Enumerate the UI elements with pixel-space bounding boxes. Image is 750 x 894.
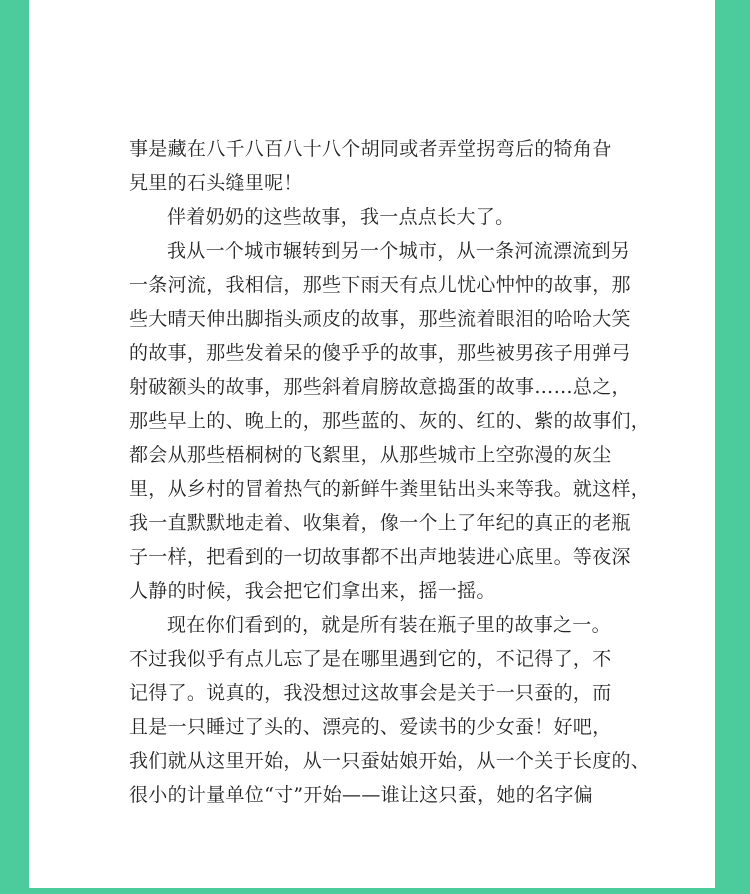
text-line: 射破额头的故事，那些斜着肩膀故意捣蛋的故事……总之， xyxy=(129,376,631,398)
text-line: 事是藏在八千八百八十八个胡同或者弄堂拐弯后的犄角旮 xyxy=(129,138,612,160)
text-line: 伴着奶奶的这些故事，我一点点长大了。 xyxy=(167,206,515,228)
text-line: 我一直默默地走着、收集着，像一个上了年纪的真正的老瓶 xyxy=(129,512,631,534)
text-line: 都会从那些梧桐树的飞絮里，从那些城市上空弥漫的灰尘 xyxy=(129,444,612,466)
text-line: 里，从乡村的冒着热气的新鲜牛粪里钻出头来等我。就这样， xyxy=(129,478,651,500)
text-line: 记得了。说真的，我没想过这故事会是关于一只蚕的，而 xyxy=(129,682,612,704)
text-line: 的故事，那些发着呆的傻乎乎的故事，那些被男孩子用弹弓 xyxy=(129,342,631,364)
text-line: 那些早上的、晚上的，那些蓝的、灰的、红的、紫的故事们， xyxy=(129,410,651,432)
text-line: 一条河流，我相信，那些下雨天有点儿忧心忡忡的故事，那 xyxy=(129,274,631,296)
text-line: 且是一只睡过了头的、漂亮的、爱读书的少女蚕！好吧， xyxy=(129,716,612,738)
text-line: 很小的计量单位“寸”开始——谁让这只蚕，她的名字偏 xyxy=(129,784,593,806)
text-line: 我从一个城市辗转到另一个城市，从一条河流漂流到另 xyxy=(167,240,631,262)
text-line: 我们就从这里开始，从一只蚕姑娘开始，从一个关于长度的、 xyxy=(129,750,651,772)
text-line: 现在你们看到的，就是所有装在瓶子里的故事之一。 xyxy=(167,614,611,636)
book-page xyxy=(29,0,715,888)
text-line: 子一样，把看到的一切故事都不出声地装进心底里。等夜深 xyxy=(129,546,631,568)
text-line: 些大晴天伸出脚指头顽皮的故事，那些流着眼泪的哈哈大笑 xyxy=(129,308,631,330)
text-line: 人静的时候，我会把它们拿出来，摇一摇。 xyxy=(129,580,496,602)
text-line: 不过我似乎有点儿忘了是在哪里遇到它的，不记得了，不 xyxy=(129,648,612,670)
text-line: 旯里的石头缝里呢！ xyxy=(129,172,303,194)
body-text xyxy=(129,132,651,812)
